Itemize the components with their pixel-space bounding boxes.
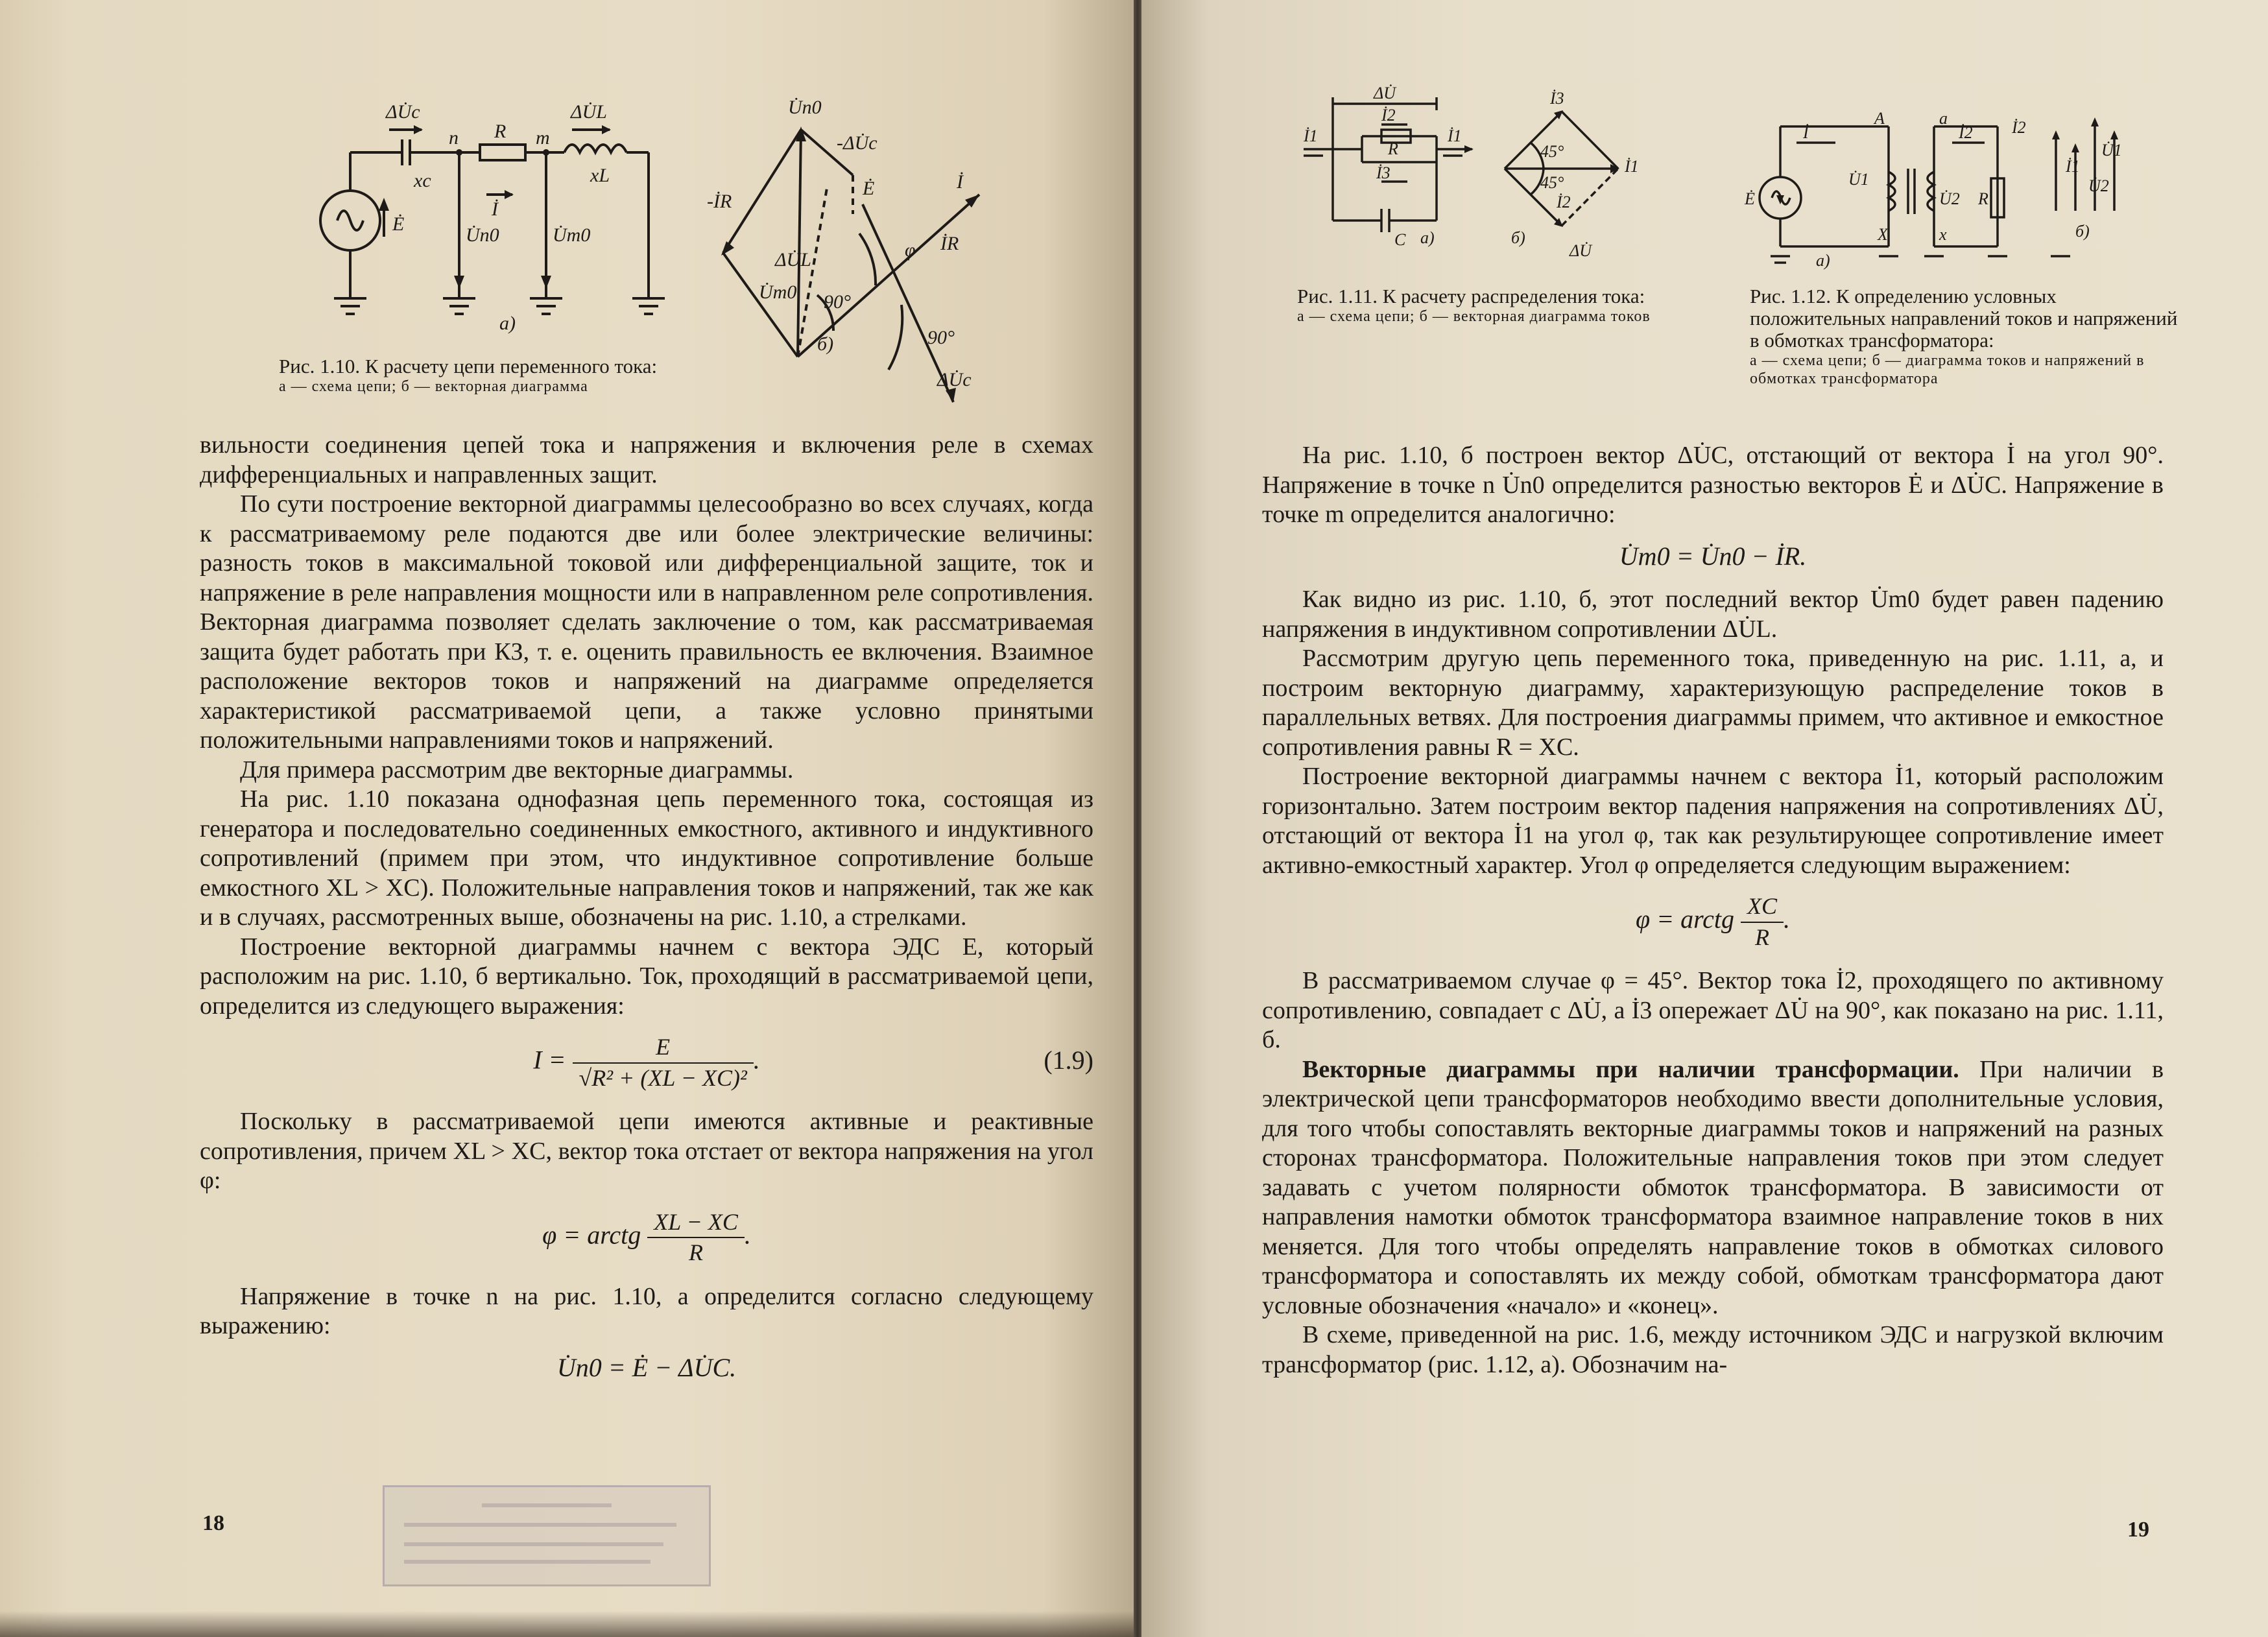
- svg-text:б): б): [817, 333, 834, 355]
- svg-text:б): б): [2075, 222, 2090, 241]
- svg-text:Ė: Ė: [863, 178, 875, 199]
- paragraph: Как видно из рис. 1.10, б, этот последний вектор U̇m0 будет равен падению напряжения в индуктивном сопротивлении ΔU̇L.: [1262, 586, 2164, 643]
- right-body-text: [1262, 441, 2164, 1380]
- svg-text:б): б): [1511, 228, 1525, 247]
- svg-text:İ2: İ2: [1557, 193, 1571, 211]
- svg-text:ΔU̇: ΔU̇: [1374, 84, 1396, 102]
- svg-text:R: R: [1388, 139, 1398, 158]
- svg-text:Ė: Ė: [392, 213, 405, 235]
- svg-text:U̇2: U̇2: [2088, 176, 2109, 195]
- svg-text:а): а): [1816, 251, 1830, 270]
- formula-phi-2: φ = arctg $\frac{XC}{R}$ .: [1635, 893, 1791, 950]
- svg-text:U̇m0: U̇m0: [553, 224, 591, 246]
- formula-um0: U̇m0 = U̇n0 − İR.: [1619, 541, 1807, 571]
- svg-text:-İR: -İR: [707, 191, 732, 212]
- section-heading: Векторные диаграммы при наличии трансформации.: [1302, 1055, 1959, 1083]
- svg-text:xL: xL: [590, 165, 610, 186]
- svg-text:U̇2: U̇2: [1939, 189, 1960, 208]
- paragraph: По сути построение векторной диаграммы целесообразно во всех случаях, когда к рассматриваемому реле подаются две или более электрические величины: разность токов в максимальной токовой или дифференциальной защите, ток и напряжение в реле направления мощности или в направленном реле сопротивления. Векторная диаграмма позволяет сделать заключение о том, как рассматриваемая защита будет работать при КЗ, т. е. оценить правильность ее включения. Взаимное расположение векторов токов и напряжений на диаграмме определяется характеристикой рассматриваемой цепи, а также условно принятыми положительными направлениями токов и напряжений.: [200, 490, 1093, 754]
- svg-text:İ1: İ1: [1304, 126, 1318, 145]
- svg-text:U̇n0: U̇n0: [466, 224, 499, 246]
- svg-text:U̇1: U̇1: [1848, 170, 1869, 189]
- formula-1-9: I = $\frac{E}{\text{√R² + (XL − XC)²}}$ . (1.9): [533, 1034, 1093, 1091]
- svg-text:x: x: [1939, 225, 1947, 244]
- right-page: [1141, 0, 2268, 1637]
- svg-text:xc: xc: [414, 170, 431, 191]
- svg-text:45°: 45°: [1540, 142, 1564, 161]
- svg-text:-ΔU̇c: -ΔU̇c: [837, 132, 877, 154]
- paragraph: В рассматриваемом случае φ = 45°. Вектор тока İ2, проходящего по активному сопротивлению, совпадает с ΔU̇, а İ3 опережает ΔU̇ на 90°, как показано на рис. 1.11, б.: [1262, 967, 2164, 1053]
- svg-text:R: R: [1978, 189, 1988, 208]
- svg-text:90°: 90°: [927, 327, 955, 348]
- paragraph-with-heading: Векторные диаграммы при наличии трансформации. При наличии в электрической цепи трансформаторов необходимо ввести дополнительные условия, для того чтобы сопоставлять векторные диаграммы токов и напряжений на разных сторонах трансформатора. Положительные направления токов при этом следует задавать с учетом полярности обмоток трансформатора. В зависимости от направления намотки обмоток трансформатора взаимное направление токов в них меняется. Для того чтобы определять направление токов в обмотках силового трансформатора и сопоставлять их между собой, обмоткам трансформатора дают условные обозначения «начало» и «конец».: [1262, 1055, 2164, 1319]
- paragraph: На рис. 1.10 показана однофазная цепь переменного тока, состоящая из генератора и последовательно соединенных емкостного, активного и индуктивного сопротивлений (примем при этом, что индуктивное сопротивление больше емкостного XL > XC). Положительные направления токов и напряжений, так же как и в случаях, рассмотренных выше, обозначены на рис. 1.10, а стрелками.: [200, 785, 1093, 931]
- caption-subtitle: а — схема цепи; б — векторная диаграмма токов: [1297, 308, 1651, 325]
- svg-text:İ1: İ1: [1625, 157, 1639, 176]
- fig-1-10-circuit: [305, 91, 681, 344]
- svg-text:n: n: [449, 127, 459, 149]
- svg-text:ΔU̇c: ΔU̇c: [937, 369, 972, 390]
- svg-text:U̇m0: U̇m0: [759, 281, 797, 303]
- paragraph: Напряжение в точке n на рис. 1.10, а определится согласно следующему выражению:: [200, 1282, 1093, 1339]
- svg-text:а): а): [1420, 228, 1435, 247]
- left-body-text: [200, 431, 1093, 1396]
- svg-text:φ: φ: [905, 239, 916, 261]
- svg-text:U̇1: U̇1: [2101, 141, 2122, 160]
- library-stamp: [383, 1485, 711, 1586]
- paragraph: В схеме, приведенной на рис. 1.6, между источником ЭДС и нагрузкой включим трансформатор (рис. 1.12, а). Обозначим на-: [1262, 1321, 2164, 1378]
- paragraph: вильности соединения цепей тока и напряжения и включения реле в схемах дифференциальных и направленных защит.: [200, 431, 1093, 488]
- paragraph: На рис. 1.10, б построен вектор ΔU̇C, отстающий от вектора İ на угол 90°. Напряжение в точке n U̇n0 определится разностью векторов Ė и ΔU̇C. Напряжение в точке m определится аналогично:: [1262, 442, 2164, 528]
- caption-title: Рис. 1.11. К расчету распределения тока:: [1297, 285, 1645, 307]
- svg-text:a: a: [1939, 109, 1948, 128]
- caption-title: Рис. 1.10. К расчету цепи переменного тока:: [279, 355, 658, 377]
- svg-text:İ: İ: [957, 171, 963, 193]
- svg-text:Ė: Ė: [1745, 189, 1755, 208]
- svg-text:ΔU̇: ΔU̇: [1570, 241, 1592, 260]
- svg-text:İ3: İ3: [1550, 89, 1564, 108]
- equation-number: (1.9): [1044, 1046, 1093, 1075]
- paragraph: Рассмотрим другую цепь переменного тока, приведенную на рис. 1.11, а, и построим векторную диаграмму, характеризующую распределение токов в параллельных ветвях. Для построения диаграммы примем, что активное и емкостное сопротивления равны R = XC.: [1262, 645, 2164, 761]
- svg-text:90°: 90°: [824, 291, 851, 313]
- page-number: 18: [202, 1511, 224, 1535]
- svg-text:45°: 45°: [1540, 173, 1564, 192]
- svg-text:ΔU̇L: ΔU̇L: [571, 101, 607, 123]
- svg-text:а): а): [499, 313, 516, 334]
- svg-text:ΔU̇c: ΔU̇c: [386, 101, 420, 123]
- paragraph: Построение векторной диаграммы начнем с вектора İ1, который расположим горизонтально. Затем построим вектор падения напряжения на сопротивлениях ΔU̇, отстающий от вектора İ1 на угол φ, так как результирующее сопротивление имеет активно-емкостный характер. Угол φ определяется следующим выражением:: [1262, 763, 2164, 879]
- fig-1-11-caption: [1297, 285, 1725, 326]
- svg-text:İ2: İ2: [2012, 118, 2026, 137]
- svg-text:İ3: İ3: [1376, 163, 1391, 182]
- page-number: 19: [2127, 1518, 2149, 1542]
- formula-phi: φ = arctg $\frac{XL - XC}{R}$ .: [542, 1208, 751, 1265]
- fig-1-10-caption: [279, 355, 798, 396]
- svg-text:C: C: [1394, 230, 1406, 249]
- svg-text:U̇n0: U̇n0: [788, 97, 822, 118]
- paragraph: Для примера рассмотрим две векторные диаграммы.: [240, 756, 794, 783]
- svg-text:A: A: [1874, 109, 1885, 128]
- fig-1-11-diagram: [1297, 84, 1738, 272]
- caption-subtitle: а — схема цепи; б — диаграмма токов и напряжений в обмотках трансформатора: [1750, 352, 2145, 387]
- svg-text:R: R: [494, 121, 507, 142]
- svg-text:İ: İ: [492, 198, 498, 220]
- svg-text:İR: İR: [940, 233, 959, 254]
- paragraph: Поскольку в рассматриваемой цепи имеются активные и реактивные сопротивления, причем XL > XC, вектор тока отстает от вектора напряжения на угол φ:: [200, 1108, 1093, 1194]
- svg-text:İ1: İ1: [1448, 126, 1462, 145]
- svg-text:X: X: [1878, 225, 1888, 244]
- svg-text:m: m: [536, 127, 550, 149]
- caption-title: Рис. 1.12. К определению условных положительных направлений токов и напряжений в обмотках трансформатора:: [1750, 285, 2178, 352]
- caption-subtitle: а — схема цепи; б — векторная диаграмма: [279, 378, 588, 395]
- fig-1-12-caption: [1750, 285, 2178, 388]
- svg-text:İ: İ: [1803, 123, 1809, 142]
- svg-text:ΔU̇L: ΔU̇L: [775, 249, 811, 270]
- fig-1-12-diagram: [1738, 107, 2225, 282]
- svg-text:İ1: İ1: [2066, 157, 2080, 176]
- formula-un0: U̇n0 = Ė − ΔU̇C.: [556, 1352, 737, 1382]
- svg-text:İ2: İ2: [1381, 106, 1396, 125]
- svg-text:İ2: İ2: [1959, 123, 1973, 142]
- paragraph: Построение векторной диаграммы начнем с вектора ЭДС E, который расположим на рис. 1.10, б вертикально. Ток, проходящий в рассматриваемой цепи, определится из следующего выражения:: [200, 933, 1093, 1020]
